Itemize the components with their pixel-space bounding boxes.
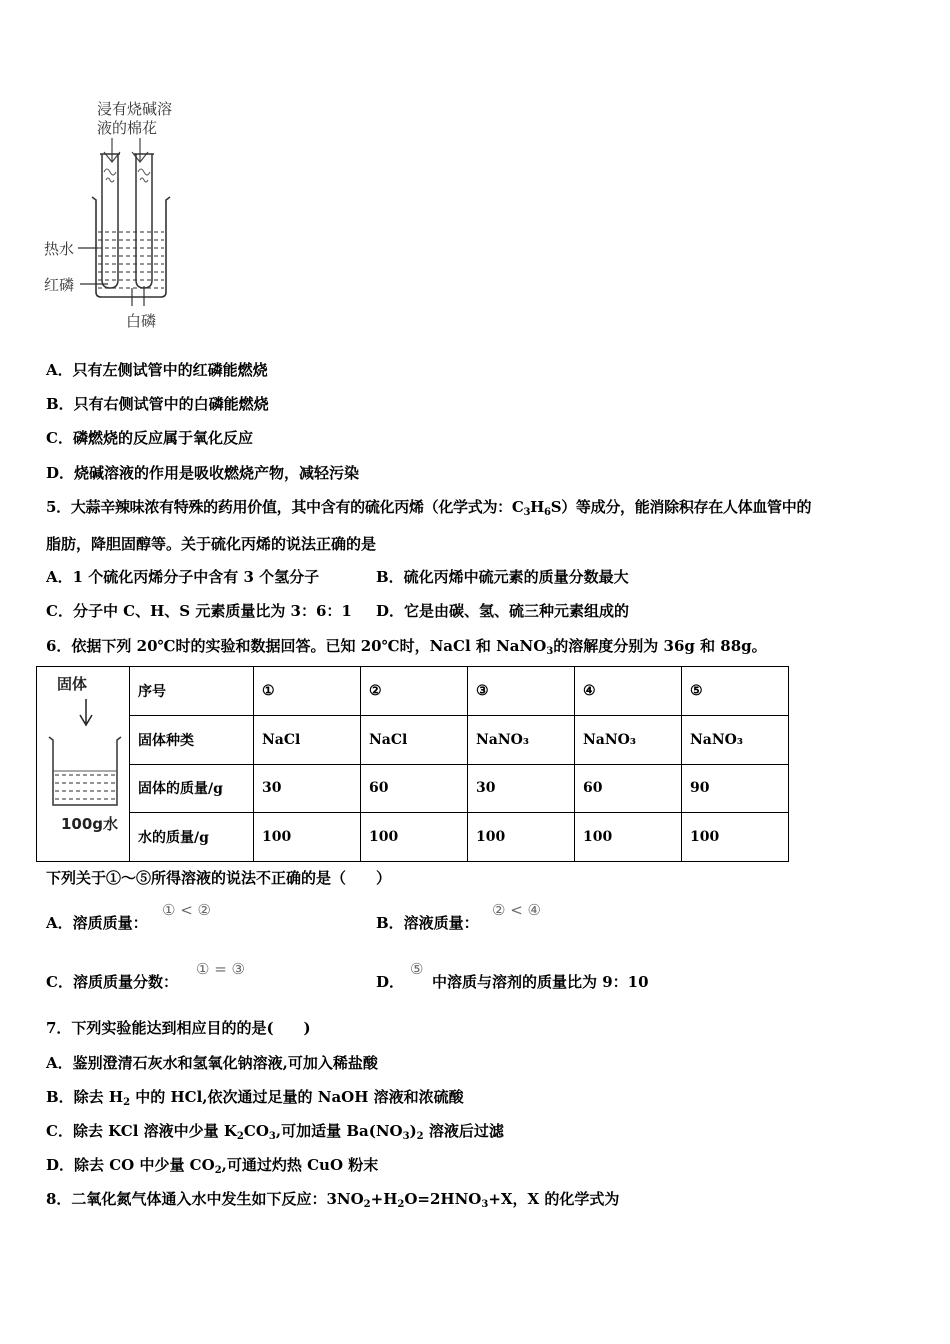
- table-cell: 60: [361, 764, 468, 813]
- hot-water-label: 热水: [44, 240, 75, 258]
- q5-stem-line1: 5．大蒜辛辣味浓有特殊的药用价值，其中含有的硫化丙烯（化学式为：$C_3H_6S$）等成分，能消除积存在人体血管中的: [46, 498, 812, 518]
- combustion-apparatus-figure: [40, 92, 200, 332]
- table-cell: 60: [575, 764, 682, 813]
- water-mass-label: 100g水: [61, 815, 119, 833]
- row-label: 固体的质量/g: [130, 764, 254, 813]
- q5-option-d: D．它是由碳、氢、硫三种元素组成的: [376, 602, 630, 620]
- q6-question: 下列关于①～⑤所得溶液的说法不正确的是（ ）: [46, 869, 392, 887]
- table-cell: ②: [361, 667, 468, 716]
- q6-data-table: [36, 666, 789, 862]
- table-cell: 100: [361, 813, 468, 862]
- table-cell: ③: [468, 667, 575, 716]
- apparatus-drawing: [40, 92, 200, 332]
- row-label: 序号: [130, 667, 254, 716]
- q5-option-b: B．硫化丙烯中硫元素的质量分数最大: [376, 568, 629, 586]
- table-cell: 100: [468, 813, 575, 862]
- table-cell: NaNO₃: [468, 715, 575, 764]
- table-cell: 100: [254, 813, 361, 862]
- table-cell: ⑤: [682, 667, 789, 716]
- q6-stem: 6．依据下列 20℃时的实验和数据回答。已知 20℃时，NaCl 和 NaNO$_3$的溶解度分别为 36g 和 88g。: [46, 637, 767, 657]
- q6-option-c: C．溶质质量分数：: [46, 973, 178, 991]
- q4-option-a: A．只有左侧试管中的红磷能燃烧: [46, 361, 268, 379]
- table-cell: 30: [254, 764, 361, 813]
- q4-option-d: D．烧碱溶液的作用是吸收燃烧产物，减轻污染: [46, 464, 360, 482]
- q4-option-b: B．只有右侧试管中的白磷能燃烧: [46, 395, 269, 413]
- table-cell: NaCl: [361, 715, 468, 764]
- row-label: 水的质量/g: [130, 813, 254, 862]
- table-cell: ①: [254, 667, 361, 716]
- beaker-figure-cell: [37, 667, 130, 862]
- q7-option-b: B．除去 $H_2$ 中的 HCl,依次通过足量的 NaOH 溶液和浓硫酸: [46, 1088, 464, 1108]
- table-cell: NaNO₃: [682, 715, 789, 764]
- table-cell: ④: [575, 667, 682, 716]
- table-row: [37, 715, 789, 764]
- q6-option-d-expr: ⑤: [410, 960, 424, 978]
- q6-option-d-text: 中溶质与溶剂的质量比为 9：10: [432, 973, 649, 991]
- solid-label: 固体: [57, 675, 88, 693]
- white-phosphorus-label: 白磷: [126, 312, 157, 330]
- table-cell: 30: [468, 764, 575, 813]
- q4-option-c: C．磷燃烧的反应属于氧化反应: [46, 429, 253, 447]
- row-label: 固体种类: [130, 715, 254, 764]
- table-cell: NaNO₃: [575, 715, 682, 764]
- q6-option-a: A．溶质质量：: [46, 914, 148, 932]
- table-cell: NaCl: [254, 715, 361, 764]
- q7-stem: 7．下列实验能达到相应目的的是( ): [46, 1019, 311, 1037]
- q8-stem: 8．二氧化氮气体通入水中发生如下反应：$3NO_2+H_2O=2HNO_3+X$，X 的化学式为: [46, 1190, 620, 1210]
- red-phosphorus-label: 红磷: [44, 276, 75, 294]
- table-cell: 90: [682, 764, 789, 813]
- q6-option-b-expr: ② < ④: [492, 901, 541, 919]
- q5-option-a: A．1 个硫化丙烯分子中含有 3 个氢分子: [46, 568, 320, 586]
- q6-option-b: B．溶液质量：: [376, 914, 479, 932]
- table-row: [37, 813, 789, 862]
- q6-option-a-expr: ① < ②: [162, 901, 211, 919]
- table-cell: 100: [682, 813, 789, 862]
- q7-option-c: C．除去 KCl 溶液中少量 $K_2CO_3$,可加适量 $Ba(NO_3)_2$ 溶液后过滤: [46, 1122, 504, 1142]
- q5-stem-line2: 脂肪，降胆固醇等。关于硫化丙烯的说法正确的是: [46, 535, 377, 553]
- table-row: [37, 764, 789, 813]
- table-cell: 100: [575, 813, 682, 862]
- cotton-label-line2: 液的棉花: [97, 119, 158, 137]
- q6-option-c-expr: ① = ③: [196, 960, 245, 978]
- table-row: [37, 667, 789, 716]
- q6-option-d: D．: [376, 973, 405, 991]
- cotton-label-line1: 浸有烧碱溶: [97, 100, 173, 118]
- q7-option-d: D．除去 CO 中少量 $CO_2$,可通过灼热 CuO 粉末: [46, 1156, 379, 1176]
- q5-option-c: C．分子中 C、H、S 元素质量比为 3：6：1: [46, 602, 352, 620]
- q7-option-a: A．鉴别澄清石灰水和氢氧化钠溶液,可加入稀盐酸: [46, 1054, 378, 1072]
